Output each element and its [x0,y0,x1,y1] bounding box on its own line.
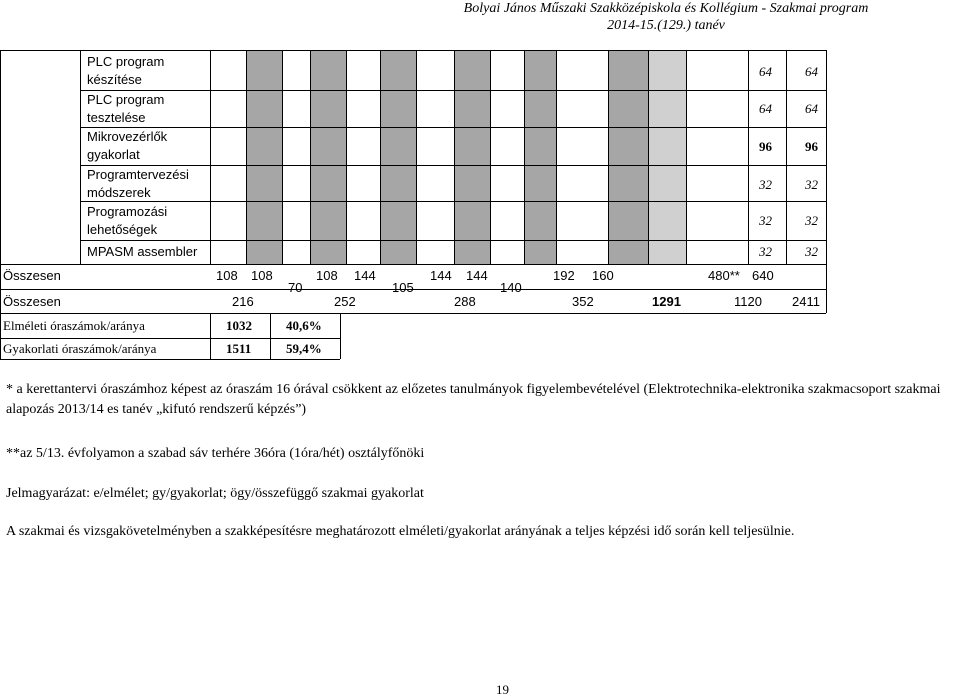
table-col-line [556,50,557,264]
sum-cell: 352 [572,294,594,309]
sum-cell: 108 [216,268,238,283]
sum-cell: 288 [454,294,476,309]
page-header [386,0,946,34]
sum-cell: 640 [752,268,774,283]
sum-cell: 144 [354,268,376,283]
sum-row-label: Összesen [3,294,61,309]
subject-hours: 32 [759,177,772,192]
table-col-line [608,50,609,264]
subject-name-line: tesztelése [87,110,146,125]
subject-name [87,203,167,239]
table-row-line [80,240,826,241]
sum-cell: 1120 [734,294,762,309]
sum-cell: 1291 [652,294,681,309]
subject-name-line: készítése [87,72,142,87]
subject-name [87,53,164,89]
table-col-line [80,50,81,264]
table-col-line [786,50,787,264]
table-row-line [80,127,826,128]
sum-cell: 252 [334,294,356,309]
subject-name [87,91,164,127]
subject-hours: 64 [759,101,772,116]
table-border-right [826,50,827,264]
sum-row-label: Összesen [3,268,61,283]
table-col-line [210,313,211,359]
table-col-line [416,50,417,264]
sum-cell: 108 [316,268,338,283]
subject-total: 64 [805,101,818,116]
subject-name-line: Programozási [87,204,168,219]
theory-hours: 1032 [226,318,252,333]
table-border-right [340,313,341,359]
sum-cell: 108 [251,268,273,283]
subject-total: 64 [805,64,818,79]
table-col-line [524,50,525,264]
footnote-reduction: * a kerettantervi óraszámhoz képest az óraszám 16 órával csökkent az előzetes tanulmányok figyelembevételével (Elektrotechnika-elektronika szakmacsoport szakmai alapozás 2013/14 es tanév „kifutó rendszerű képzés”) [6,382,941,417]
page-number: 19 [496,682,509,697]
requirement-note: A szakmai és vizsgakövetelményben a szakképesítésre meghatározott elméleti/gyakorlat arányának a teljes képzési idő során kell teljesülnie. [6,524,795,539]
shade-col [380,50,416,264]
subject-hours: 32 [759,213,772,228]
sum-cell: 2411 [792,294,820,309]
sum-cell: 70 [288,280,303,295]
shade-col [246,50,282,264]
table-row-line [0,313,826,314]
legend-text: Jelmagyarázat: e/elmélet; gy/gyakorlat; ögy/összefüggő szakmai gyakorlat [6,486,424,501]
subject-hours: 96 [759,139,772,154]
practice-hours: 1511 [226,341,252,356]
subject-total: 32 [805,177,818,192]
sum-cell: 192 [553,268,575,283]
sum-cell: 105 [392,280,414,295]
footnote-class-teacher: **az 5/13. évfolyamon a szabad sáv terhére 36óra (1óra/hét) osztályfőnöki [6,446,425,461]
subject-hours: 64 [759,64,772,79]
subject-name-line: lehetőségek [87,222,158,237]
sum-cell: 144 [466,268,488,283]
practice-percentage: 59,4% [286,341,322,356]
header-year: 2014-15.(129.) tanév [607,18,725,33]
sum-cell: 216 [232,294,254,309]
subject-total: 96 [805,139,818,154]
shade-col [310,50,346,264]
table-col-line [282,50,283,264]
table-col-line [246,50,247,264]
table-col-line [748,50,749,264]
subject-name-line: PLC program [87,92,165,107]
theory-ratio-label: Elméleti óraszámok/aránya [3,318,145,333]
practice-ratio-label: Gyakorlati óraszámok/aránya [3,341,157,356]
subject-hours: 32 [759,244,772,259]
table-row-line [80,165,826,166]
shade-col [608,50,648,264]
shade-col [454,50,490,264]
table-row-line [80,90,826,91]
table-row-line [80,201,826,202]
table-col-line [270,313,271,359]
table-row-line [0,359,340,360]
sum-cell: 144 [430,268,452,283]
table-border-left [0,50,1,264]
table-border-left [0,264,1,359]
table-col-line [454,50,455,264]
subject-name [87,128,167,164]
table-col-line [686,50,687,264]
sum-cell: 140 [500,280,522,295]
subject-total: 32 [805,213,818,228]
table-border-top [0,50,826,51]
table-col-line [380,50,381,264]
table-row-line [0,338,340,339]
table-col-line [210,50,211,264]
header-title: Bolyai János Műszaki Szakközépiskola és Kollégium - Szakmai program [463,1,869,16]
subject-name-line: gyakorlat [87,147,140,162]
subject-name [87,166,189,202]
subject-name-line: Mikrovezérlők [87,129,168,144]
subject-name-line: PLC program [87,54,165,69]
subject-name-line: módszerek [87,185,151,200]
shade-col [648,50,686,264]
shade-col [524,50,556,264]
theory-percentage: 40,6% [286,318,322,333]
sum-cell: 480** [708,268,740,283]
sum-cell: 160 [592,268,614,283]
subject-name-line: Programtervezési [87,167,189,182]
table-border-right [826,264,827,313]
table-col-line [346,50,347,264]
table-col-line [490,50,491,264]
table-col-line [310,50,311,264]
subject-total: 32 [805,244,818,259]
table-col-line [648,50,649,264]
subject-name: MPASM assembler [87,244,198,259]
table-row-line [0,264,826,265]
